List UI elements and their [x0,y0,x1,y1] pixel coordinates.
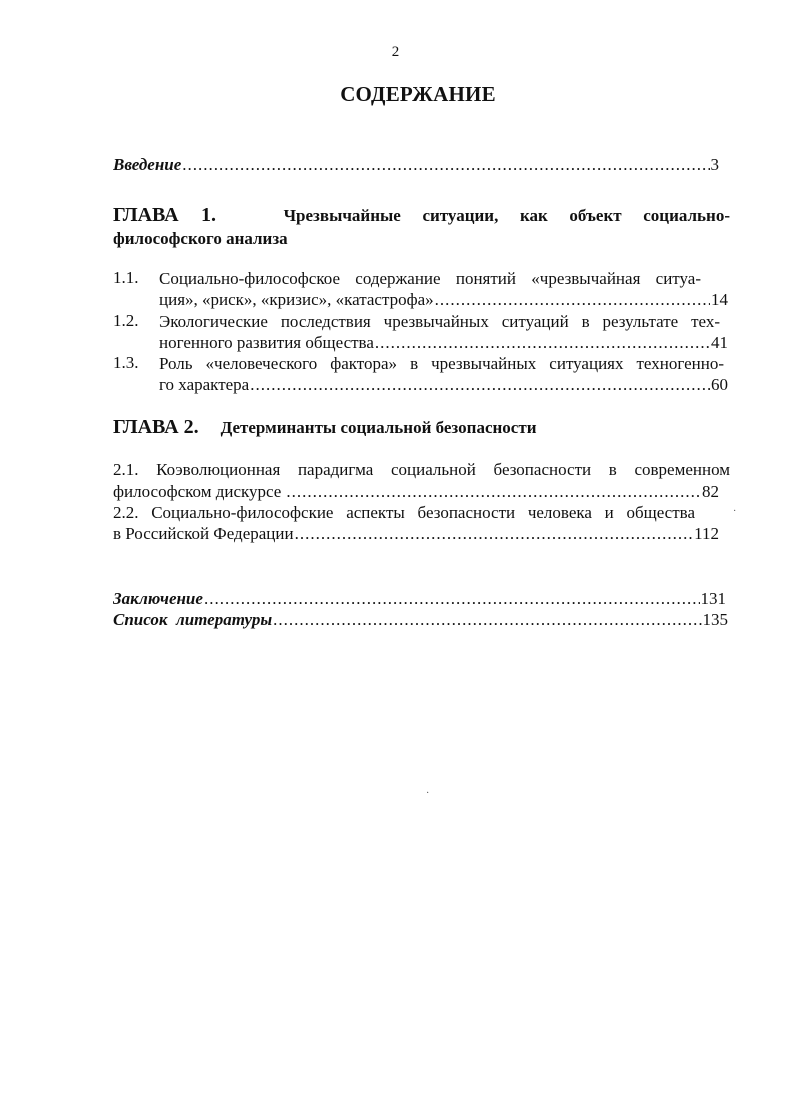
toc-entry-2-1-cont[interactable] [113,481,719,502]
dot-leader [273,609,701,630]
toc-page-ref: 3 [710,155,719,174]
section-number: 1.2. [113,311,139,330]
toc-page-ref: 41 [711,333,728,352]
toc-entry-label: Заключение [113,589,203,608]
toc-entry-label: ция», «риск», «кризис», «катастрофа» [159,290,434,309]
toc-entry-1-3-cont[interactable] [159,374,728,395]
scan-speck: · [733,506,737,517]
toc-page-ref: 135 [702,610,728,629]
section-number: 1.3. [113,353,139,372]
dot-leader [204,588,700,609]
toc-entry-label: в Российской Федерации [113,524,294,543]
dot-leader [286,481,701,502]
toc-entry-1-2-cont[interactable] [159,332,728,353]
toc-entry-1-1-cont[interactable] [159,289,728,310]
chapter-number: ГЛАВА 1. [113,204,216,226]
toc-entry-label: ногенного развития общества [159,333,374,352]
toc-entry-conclusion[interactable] [113,588,726,609]
page-title: СОДЕРЖАНИЕ [340,82,496,106]
chapter-1-heading[interactable] [113,203,730,250]
toc-entry-label: Введение [113,155,182,174]
chapter-2-heading[interactable] [113,415,537,441]
toc-entry-1-3[interactable]: Роль «человеческого фактора» в чрезвычайных ситуациях техногенно- [159,354,724,373]
chapter-title: Чрезвычайные ситуации, как объект социально- [283,206,730,225]
toc-page-ref: 60 [711,375,728,394]
toc-page-ref: 14 [711,290,728,309]
chapter-number: ГЛАВА 2. [113,416,199,438]
dot-leader [250,374,710,395]
toc-entry-2-2-cont[interactable] [113,523,719,544]
chapter-title: Детерминанты социальной безопасности [220,418,537,437]
scan-speck: · [426,788,430,799]
toc-entry-1-1[interactable]: Социально-философское содержание понятий «чрезвычайная ситуа- [159,269,701,288]
toc-entry-1-2[interactable]: Экологические последствия чрезвычайных ситуаций в результате тех- [159,312,720,331]
toc-entry-label: философском дискурсе [113,482,282,501]
toc-entry-label: Список литературы [113,610,273,629]
toc-page-ref: 82 [702,482,719,501]
toc-page-ref: 112 [694,524,719,543]
dot-leader [375,332,710,353]
dot-leader [182,154,709,175]
page-number: 2 [391,44,400,60]
toc-page-ref: 131 [700,589,726,608]
toc-entry-2-1[interactable]: 2.1. Коэволюционная парадигма социальной безопасности в современном [113,460,730,479]
chapter-title-continued: философского анализа [113,229,288,248]
toc-entry-2-2[interactable]: 2.2. Социально-философские аспекты безопасности человека и общества [113,503,695,522]
section-number: 1.1. [113,268,139,287]
toc-entry-references[interactable] [113,609,728,630]
toc-entry-intro[interactable] [113,154,719,175]
dot-leader [295,523,694,544]
dot-leader [435,289,710,310]
toc-entry-label: го характера [159,375,250,394]
